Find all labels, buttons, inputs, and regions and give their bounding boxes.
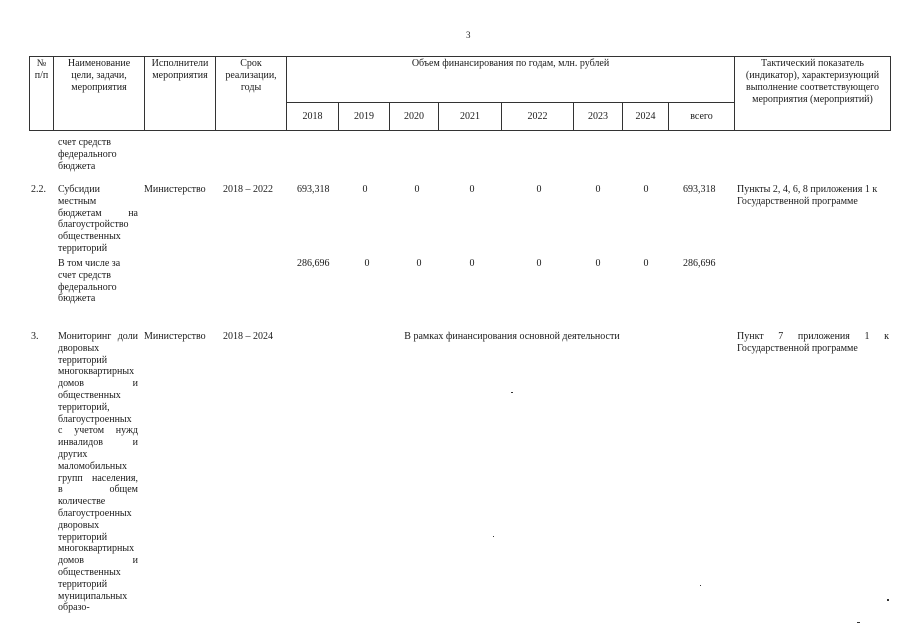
scan-speck [493,536,494,537]
row-2-2-sub-name: В том числе за счет средств федерального бюджета [58,258,121,305]
scan-speck [511,392,513,393]
header-term: Срок реализации, годы [216,57,287,131]
header-year: 2020 [390,103,439,131]
scan-speck [887,599,889,601]
header-executor: Исполнители мероприятия [145,57,216,131]
row-2-2-value-2018: 693,318 [297,184,330,195]
row-2-2-sub-value-2020: 0 [416,258,422,269]
table-header [29,56,891,131]
header-year: 2023 [574,103,623,131]
header-year: 2022 [502,103,574,131]
page-number: 3 [466,30,471,40]
row-3-funding-note: В рамках финансирования основной деятельности [404,331,620,342]
row-2-2-num: 2.2. [31,184,46,195]
row-2-2-value-2019: 0 [362,184,368,195]
header-year: 2021 [439,103,502,131]
header-year: 2019 [339,103,390,131]
row-2-2-sub-value-2023: 0 [595,258,601,269]
row-2-2-term: 2018 – 2022 [223,184,273,195]
row-3-num: 3. [31,331,39,342]
row-2-2-value-2021: 0 [469,184,475,195]
scan-speck [857,622,860,623]
row-2-2-indicator: Пункты 2, 4, 6, 8 приложения 1 к Государственной программе [737,184,878,207]
scan-speck [700,585,701,586]
row-2-2-sub-value-2024: 0 [643,258,649,269]
row-3-name: Мониторинг доли дворовых территорий многоквартирных домов и общественных территорий, благоустроенных с учетом нужд инвалидов и других маломобильных групп населения, в общем количестве благоустроенных дворовых территорий многоквартирных домов и общественных территорий муниципальных образо- [58,331,138,613]
row-2-2-name: Субсидии местным бюджетам на благоустройство общественных территорий [58,184,138,254]
row-3-term: 2018 – 2024 [223,331,273,342]
row-2-2-executor: Министерство [144,184,206,195]
header-name: Наименование цели, задачи, мероприятия [54,57,145,131]
row-2-2-sub-value-2022: 0 [536,258,542,269]
header-year-total: всего [669,103,735,131]
row-2-2-value-2022: 0 [536,184,542,195]
header-year: 2024 [623,103,669,131]
header-funding: Объем финансирования по годам, млн. рублей [287,57,735,103]
row-2-2-value-2024: 0 [643,184,649,195]
header-indicator: Тактический показатель (индикатор), характеризующий выполнение соответствующего мероприятия (мероприятий) [735,57,891,131]
row-2-2-sub-value-2019: 0 [364,258,370,269]
header-num: № п/п [30,57,54,131]
carry-over-text: счет средств федерального бюджета [58,137,117,172]
row-2-2-value-2020: 0 [414,184,420,195]
row-2-2-sub-value-total: 286,696 [683,258,716,269]
row-2-2-sub-value-2021: 0 [469,258,475,269]
row-2-2-value-2023: 0 [595,184,601,195]
row-3-indicator: Пункт 7 приложения 1 к Государственной программе [737,331,889,354]
row-2-2-sub-value-2018: 286,696 [297,258,330,269]
header-year: 2018 [287,103,339,131]
row-3-executor: Министерство [144,331,206,342]
row-2-2-value-total: 693,318 [683,184,716,195]
